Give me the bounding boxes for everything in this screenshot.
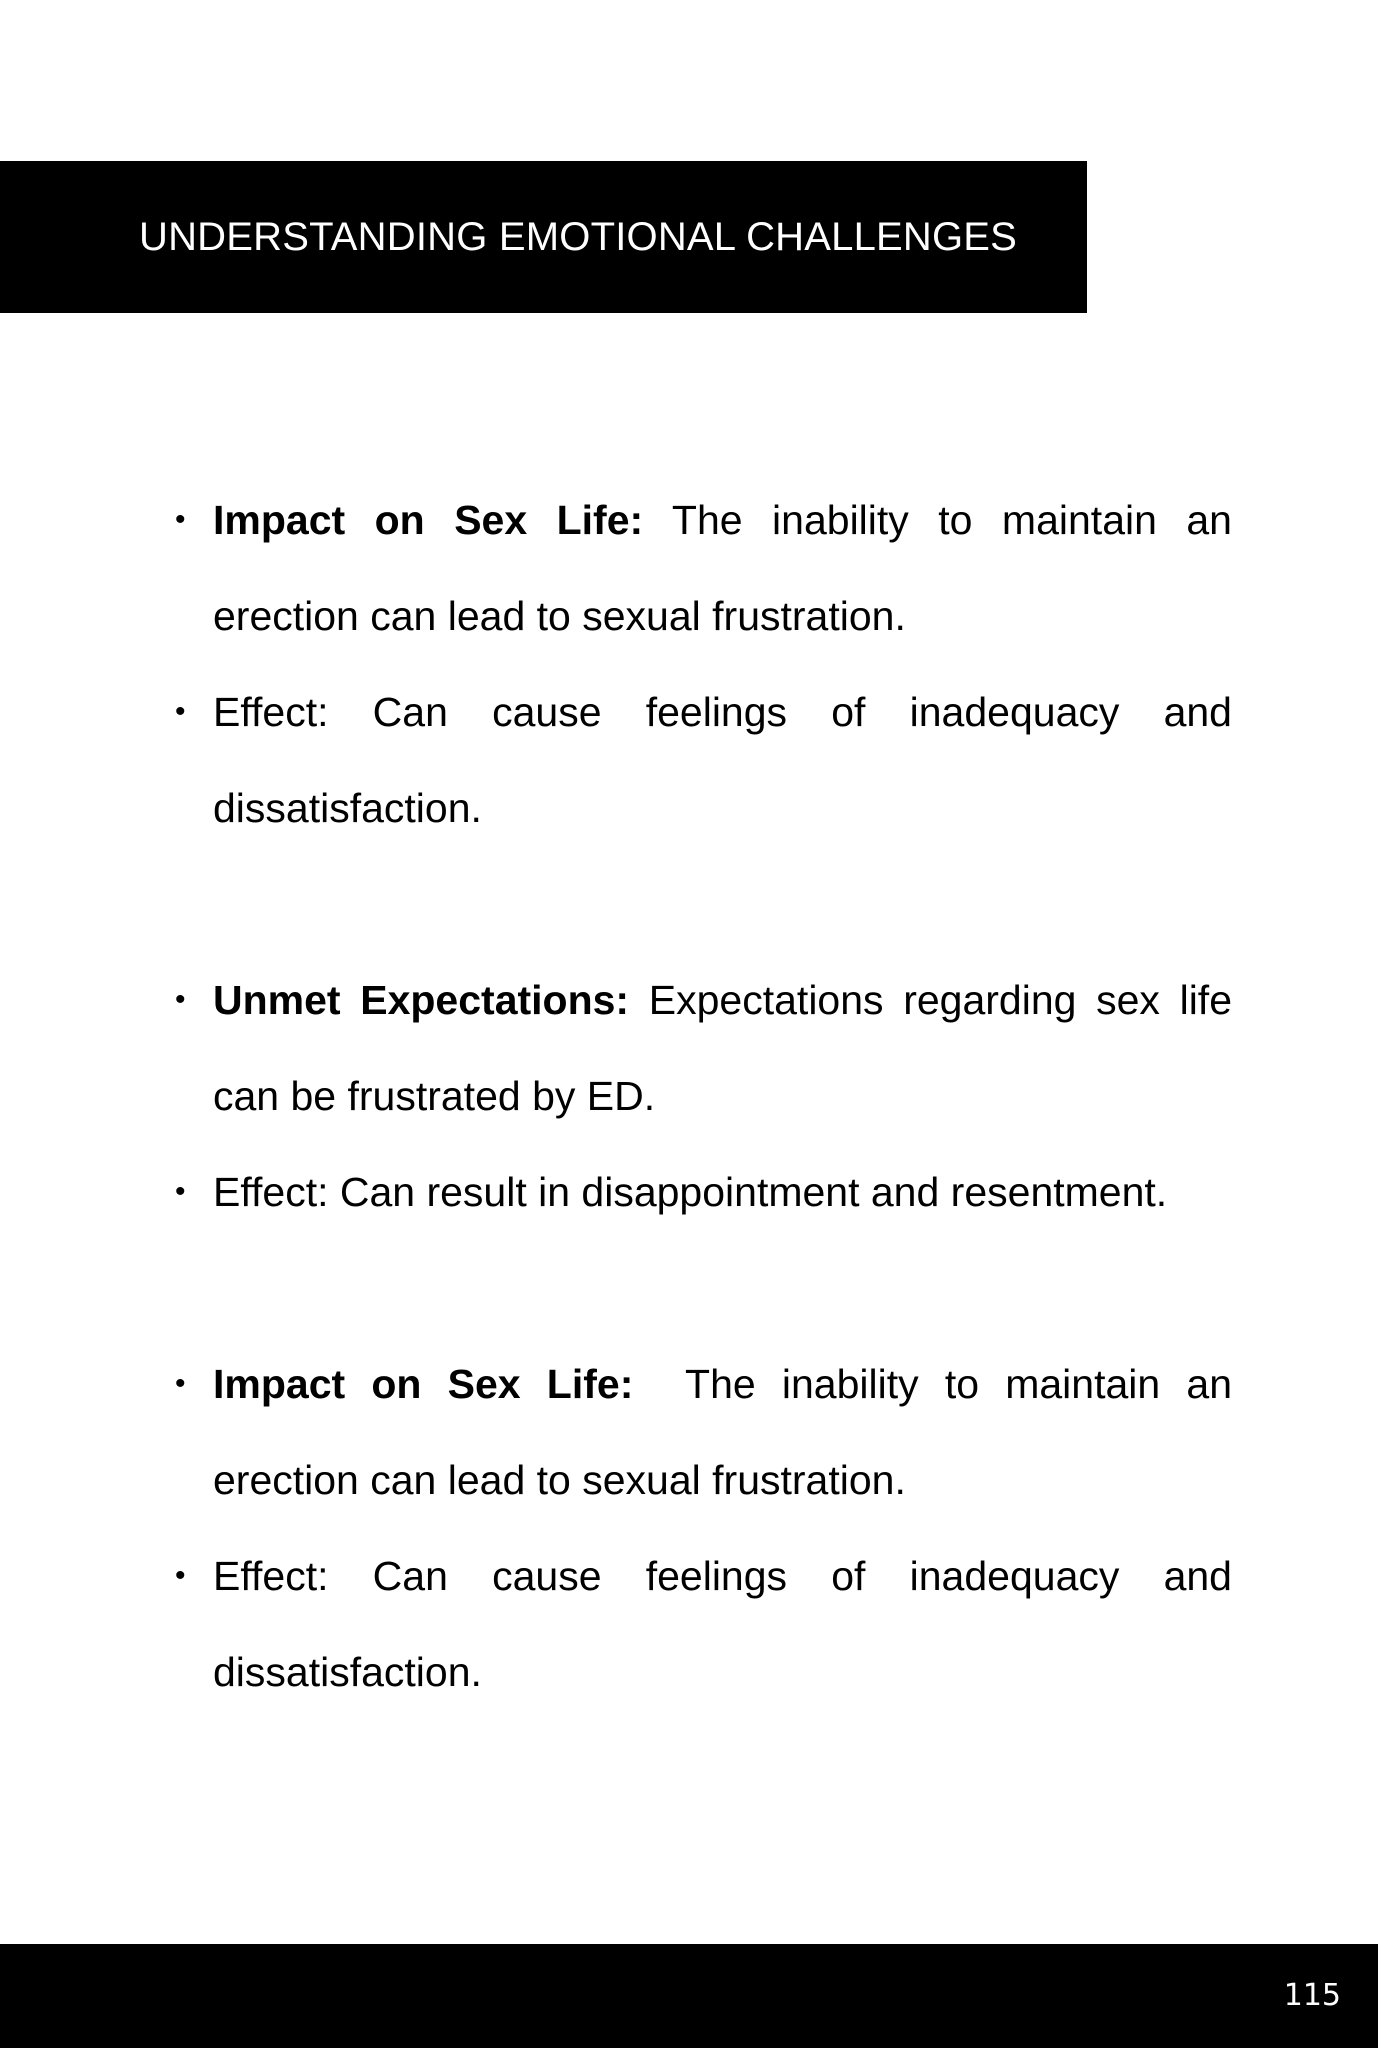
page-number: 115 [1283,1978,1341,2013]
bullet-text [213,497,1232,639]
footer-bar [0,1944,1378,2048]
bullet-icon: • [175,983,186,1016]
bullet-body: Effect: Can cause feelings of inadequacy and dissatisfaction. [213,689,1232,831]
bullet-body: The inability to maintain an erection can lead to sexual frustration. [213,497,1232,639]
bullet-icon: • [175,695,186,728]
bullet-item [175,1528,1232,1720]
bullet-text [213,1169,1167,1215]
bullet-label: Unmet Expectations: [213,977,630,1023]
bullet-icon: • [175,1367,186,1400]
page-content [175,472,1232,1720]
bullet-group [175,472,1232,856]
chapter-title: UNDERSTANDING EMOTIONAL CHALLENGES [139,215,1018,259]
bullet-group [175,952,1232,1240]
bullet-text [213,977,1232,1119]
bullet-group [175,1336,1232,1720]
bullet-body: Effect: Can cause feelings of inadequacy and dissatisfaction. [213,1553,1232,1695]
bullet-text [213,1361,1232,1503]
bullet-icon: • [175,503,186,536]
bullet-item [175,1144,1232,1240]
bullet-body: The inability to maintain an erection can lead to sexual frustration. [213,1361,1232,1503]
bullet-body: Effect: Can result in disappointment and resentment. [213,1169,1168,1215]
bullet-text [213,1553,1232,1695]
bullet-body: Expectations regarding sex life can be frustrated by ED. [213,977,1232,1119]
chapter-header-bar [0,161,1087,313]
bullet-item [175,472,1232,664]
bullet-item [175,664,1232,856]
bullet-icon: • [175,1175,186,1208]
bullet-label: Impact on Sex Life: [213,497,644,543]
bullet-icon: • [175,1559,186,1592]
bullet-text [213,689,1232,831]
bullet-item [175,1336,1232,1528]
bullet-item [175,952,1232,1144]
bullet-label: Impact on Sex Life: [213,1361,634,1407]
